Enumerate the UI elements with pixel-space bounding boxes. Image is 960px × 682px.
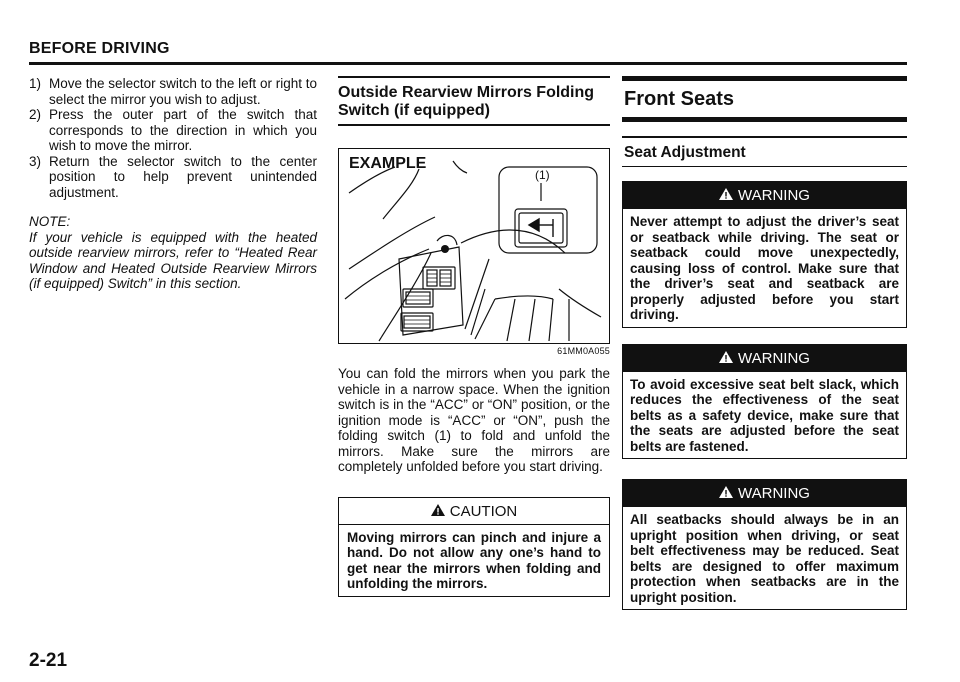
warning-title: WARNING bbox=[738, 485, 810, 502]
caution-header bbox=[339, 498, 609, 525]
step-text: Move the selector switch to the left or right to select the mirror you wish to adjust. bbox=[49, 76, 317, 107]
caution-title: CAUTION bbox=[449, 502, 518, 520]
warning-header bbox=[623, 345, 906, 372]
warning-text: Never attempt to adjust the driver’s seat or seatback while driving. The seat or seatback could move unexpectedly, causing loss of control. Make sure that the driver’s seat and seatback are properly adjusted before you start driving. bbox=[630, 214, 899, 322]
warning-text: To avoid excessive seat belt slack, which reduces the effectiveness of the seat belts as a safety device, make sure that the seats are adjusted before the seat belts are fastened. bbox=[630, 376, 899, 454]
warning-box bbox=[622, 344, 907, 460]
page-header-title: BEFORE DRIVING bbox=[29, 40, 170, 57]
subsection-rule-bottom bbox=[622, 166, 907, 168]
warning-triangle-icon bbox=[719, 188, 733, 200]
left-column bbox=[29, 76, 317, 292]
warning-title: WARNING bbox=[738, 187, 810, 204]
switch-drawing bbox=[339, 149, 610, 344]
front-seats-rule-bottom bbox=[622, 117, 907, 122]
step-number: 1) bbox=[29, 76, 42, 91]
step-item bbox=[29, 154, 317, 201]
warning-title: WARNING bbox=[738, 349, 810, 367]
warning-text: All seatbacks should always be in an upright position when driving, or seat belt effectiveness may be reduced. Seat belts are designed to offer maximum protection when seatbacks are in the upright position. bbox=[630, 512, 899, 605]
step-item bbox=[29, 76, 317, 107]
step-number: 2) bbox=[29, 107, 42, 122]
figure-code: 61MM0A055 bbox=[557, 346, 610, 356]
page-number: 2-21 bbox=[29, 650, 68, 671]
caution-box bbox=[338, 497, 610, 597]
note-text: If your vehicle is equipped with the heated outside rearview mirrors, refer to “Heated Rear Window and Heated Outside Rearview Mirrors (if equipped) Switch” in this section. bbox=[29, 229, 317, 291]
caution-text: Moving mirrors can pinch and injure a hand. Do not allow any one’s hand to get near the mirrors when folding and unfolding the mirrors. bbox=[347, 529, 601, 591]
header-rule bbox=[29, 62, 907, 65]
section-rule-bottom bbox=[338, 124, 610, 126]
warning-box bbox=[622, 181, 907, 328]
warning-header bbox=[623, 480, 906, 507]
step-number: 3) bbox=[29, 153, 42, 169]
right-column bbox=[622, 76, 907, 610]
note-label: NOTE: bbox=[29, 214, 71, 229]
step-item bbox=[29, 107, 317, 154]
step-text: Return the selector switch to the center position to help prevent unintended adjustment. bbox=[49, 153, 317, 200]
caution-triangle-icon bbox=[431, 504, 445, 516]
warning-triangle-icon bbox=[719, 486, 733, 498]
figure-callout-number: (1) bbox=[535, 168, 550, 182]
warning-box bbox=[622, 479, 907, 610]
warning-header bbox=[623, 182, 906, 209]
warning-triangle-icon bbox=[719, 351, 733, 363]
figure-label: EXAMPLE bbox=[349, 155, 427, 172]
folding-description: You can fold the mirrors when you park the vehicle in a narrow space. When the ignition switch is in the “ACC” or “ON” position, or the ignition mode is “ACC” or “ON”, push the folding switch (1) to fold and unfold the mirrors. Make sure the mirrors are completely unfolded before you start driving. bbox=[338, 366, 610, 474]
subsection-title-seat-adjustment: Seat Adjustment bbox=[624, 143, 746, 161]
step-text: Press the outer part of the switch that corresponds to the direction in which you wish to move the mirror. bbox=[49, 107, 317, 153]
mirror-switch-illustration bbox=[338, 148, 610, 344]
middle-column bbox=[338, 76, 610, 597]
steps-list bbox=[29, 76, 317, 200]
section-title-mirror-folding: Outside Rearview Mirrors Folding Switch (if equipped) bbox=[338, 84, 595, 119]
section-title-front-seats: Front Seats bbox=[624, 88, 735, 110]
